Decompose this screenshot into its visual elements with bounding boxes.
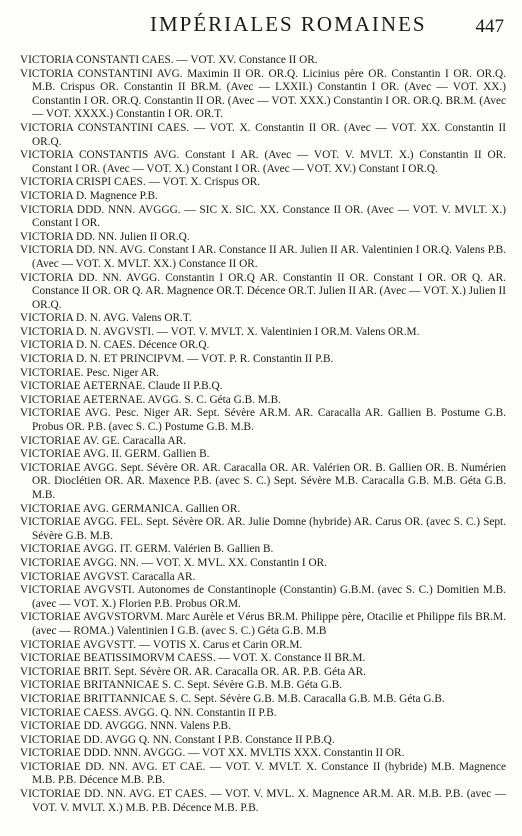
list-item: VICTORIAE DD. AVGGG. NNN. Valens P.B. [20, 720, 231, 733]
list-item: VICTORIAE AVG. Pesc. Niger AR. Sept. Sévère AR.M. AR. Caracalla AR. Gallien B. Postume G.B. Probus OR. P.B. (avec S. C.) Postume G.B. M.B. [20, 407, 506, 434]
list-item: VICTORIAE AV. GE. Caracalla AR. [20, 434, 186, 447]
list-item: VICTORIAE AVG. GERMANICA. Gallien OR. [20, 502, 241, 515]
list-item: VICTORIAE AVGVSTT. — VOTIS X. Carus et Carin OR.M. [20, 638, 303, 651]
list-item: VICTORIAE AVGG. IT. GERM. Valérien B. Gallien B. [20, 543, 274, 556]
list-item: VICTORIAE AVGVSTI. Autonomes de Constantinople (Constantin) G.B.M. (avec S. C.) Domitien M.B. (avec — VOT. X.) Florien P.B. Probus OR.M. [20, 584, 506, 610]
list-item: VICTORIAE AVG. II. GERM. Gallien B. [20, 448, 210, 461]
list-item: VICTORIAE AVGVSTORVM. Marc Aurèle et Vérus BR.M. Philippe père, Otacilie et Philippe fils BR.M. (avec — ROMA.) Valentinien I G.B. (avec S. C.) Géta G.B. M.B [20, 611, 506, 637]
list-item: VICTORIAE AVGVST. Caracalla AR. [20, 570, 196, 583]
list-item: VICTORIAE BEATISSIMORVM CAESS. — VOT. X. Constance II BR.M. [20, 652, 366, 665]
list-item: VICTORIAE DD. NN. AVG. ET CAES. — VOT. V. MVL. X. Magnence AR.M. AR. M.B. P.B. (avec — VOT. V. MVLT. X.) M.B. P.B. Décence M.B. P.B. [20, 788, 506, 814]
list-item: VICTORIAE AVGG. Sept. Sévère OR. AR. Caracalla OR. AR. Valérien OR. B. Gallien OR. B. Numérien OR. Dioclétien OR. AR. Maxence P.B. (avec S. C.) Sept. Sévère M.B. Caracalla G.B. M.B. Géta G.B. M.B. [20, 461, 506, 501]
list-item: VICTORIAE DDD. NNN. AVGGG. — VOT XX. MVLTIS XXX. Constantin II OR. [20, 747, 405, 760]
page-header [0, 10, 522, 40]
list-item: VICTORIA D. N. AVG. Valens OR.T. [20, 312, 192, 325]
list-item: VICTORIA DD. NN. AVGG. Constantin I OR.Q AR. Constantin II OR. Constant I OR. OR Q. AR. Constance II OR. OR Q. AR. Magnence OR.T. Décence OR.T. Julien II AR. (Avec — VOT. X.) Julien II OR.Q. [20, 271, 506, 311]
list-item: VICTORIA DD. NN. AVG. Constant I AR. Constance II AR. Julien II AR. Valentinien I OR.Q. Valens P.B. (Avec — VOT. X. MVLT. XX.) Constance II OR. [20, 244, 506, 270]
list-item: VICTORIAE DD. NN. AVG. ET CAE. — VOT. V. MVLT. X. Constance II (hybride) M.B. Magnence M.B. P.B. Décence M.B. P.B. [20, 760, 506, 787]
list-item: VICTORIAE BRITTANNICAE S. C. Sept. Sévère G.B. M.B. Caracalla G.B. M.B. Géta G.B. [20, 692, 445, 705]
list-item: VICTORIA D. Magnence P.B. [20, 189, 158, 202]
legend-entries-list [20, 54, 506, 815]
list-item: VICTORIA CONSTANTINI AVG. Maximin II OR. OR.Q. Licinius père OR. Constantin I OR. OR.Q. M.B. Crispus OR. Constantin II BR.M. (Avec — LXXII.) Constantin I OR. (Avec — VOT. XX.) Constantin I OR. OR.Q. Constantin II OR. (Avec — VOT. XXX.) Constantin I OR. OR.Q. BR.M. (Avec — VOT. XXXX.) Constantin I OR. OR.T. [20, 67, 506, 121]
list-item: VICTORIA DDD. NNN. AVGGG. — SIC X. SIC. XX. Constance II OR. (Avec — VOT. V. MVLT. X.) Constant I OR. [20, 203, 506, 230]
list-item: VICTORIAE. Pesc. Niger AR. [20, 366, 160, 379]
list-item: VICTORIAE BRIT. Sept. Sévère OR. AR. Caracalla OR. AR. P.B. Géta AR. [20, 665, 366, 678]
list-item: VICTORIAE AVGG. FEL. Sept. Sévère OR. AR. Julie Domne (hybride) AR. Carus OR. (avec S. C.) Sept. Sévère G.B. M.B. [20, 516, 506, 542]
list-item: VICTORIAE AETERNAE. AVGG. S. C. Géta G.B. M.B. [20, 393, 281, 406]
list-item: VICTORIA DD. NN. Julien II OR.Q. [20, 230, 190, 243]
list-item: VICTORIA CONSTANTIS AVG. Constant I AR. (Avec — VOT. V. MVLT. X.) Constantin II OR. Constant I OR. (Avec — VOT. X.) Constant I OR. (Avec — VOT. XV.) Constant I OR.Q. [20, 149, 506, 175]
list-item: VICTORIA D. N. ET PRINCIPVM. — VOT. P. R. Constantin II P.B. [20, 353, 334, 366]
running-title: IMPÉRIALES ROMAINES [150, 12, 427, 36]
page-number: 447 [475, 16, 504, 37]
list-item: VICTORIAE AVGG. NN. — VOT. X. MVL. XX. Constantin I OR. [20, 556, 328, 569]
list-item: VICTORIA CRISPI CAES. — VOT. X. Crispus OR. [20, 176, 261, 189]
list-item: VICTORIA CONSTANTINI CAES. — VOT. X. Constantin II OR. (Avec — VOT. XX. Constantin II OR.Q. [20, 121, 506, 148]
list-item: VICTORIAE DD. AVGG Q. NN. Constant I P.B. Constance II P.B.Q. [20, 733, 335, 746]
list-item: VICTORIAE BRITANNICAE S. C. Sept. Sévère G.B. M.B. Géta G.B. [20, 679, 343, 692]
list-item: VICTORIA CONSTANTI CAES. — VOT. XV. Constance II OR. [20, 54, 318, 66]
list-item: VICTORIAE AETERNAE. Claude II P.B.Q. [20, 380, 223, 393]
list-item: VICTORIAE CAESS. AVGG. Q. NN. Constantin II P.B. [20, 706, 277, 719]
list-item: VICTORIA D. N. CAES. Décence OR.Q. [20, 339, 210, 352]
list-item: VICTORIA D. N. AVGVSTI. — VOT. V. MVLT. X. Valentinien I OR.M. Valens OR.M. [20, 325, 420, 338]
